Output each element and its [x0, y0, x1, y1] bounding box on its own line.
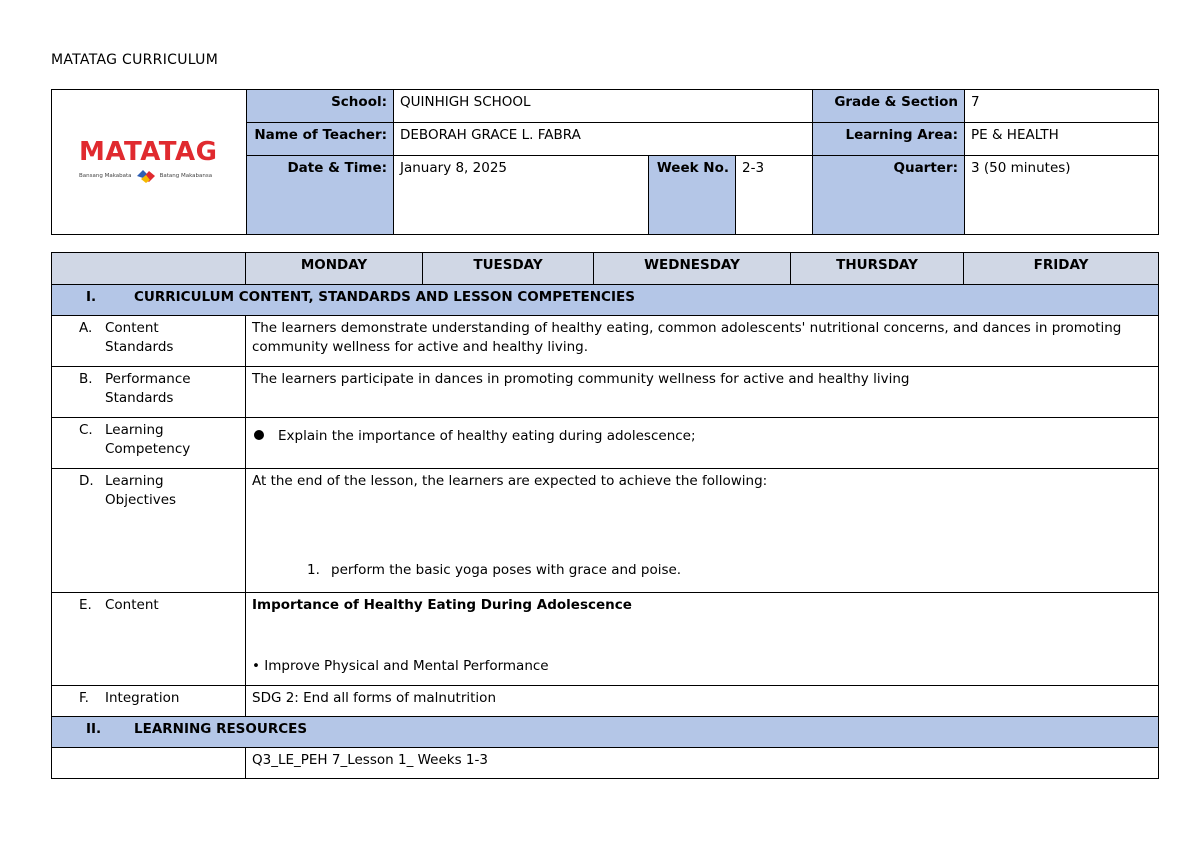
learning-competency-text: Explain the importance of healthy eating during adolescence; — [278, 428, 696, 444]
date-time-label: Date & Time: — [247, 156, 394, 235]
row-letter: B. — [79, 371, 93, 387]
content-cell — [246, 593, 1159, 686]
row-label-content — [52, 593, 246, 686]
logo-wordmark: MATATAG — [79, 136, 218, 167]
row-label-integration — [52, 686, 246, 717]
section-number: I. — [86, 289, 97, 305]
row-letter: F. — [79, 690, 89, 706]
logo-right-tagline: Batang Makabansa — [159, 172, 213, 179]
row-letter: C. — [79, 422, 93, 438]
hands-heart-icon — [135, 168, 157, 184]
week-label: Week No. — [649, 156, 736, 235]
day-tuesday: TUESDAY — [423, 253, 594, 285]
day-header-blank — [52, 253, 246, 285]
week-value: 2-3 — [736, 156, 813, 235]
row-label-learning-competency — [52, 418, 246, 469]
section-curriculum-header — [52, 285, 1159, 316]
row-label-line1: Learning — [105, 422, 164, 438]
objective-text: perform the basic yoga poses with grace and poise. — [331, 562, 682, 578]
teacher-value: DEBORAH GRACE L. FABRA — [394, 123, 813, 156]
row-label-line2: Objectives — [105, 492, 177, 508]
day-friday: FRIDAY — [964, 253, 1159, 285]
learning-area-value: PE & HEALTH — [965, 123, 1159, 156]
row-label-learning-objectives — [52, 469, 246, 593]
lesson-plan-table — [51, 252, 1159, 779]
performance-standards-text: The learners participate in dances in promoting community wellness for active and healthy living — [246, 367, 1159, 418]
day-monday: MONDAY — [246, 253, 423, 285]
row-label-line1: Performance — [105, 371, 191, 387]
row-label-line1: Integration — [105, 690, 180, 706]
learning-objectives-intro: At the end of the lesson, the learners are expected to achieve the following: — [252, 473, 768, 489]
learning-competency-cell — [246, 418, 1159, 469]
row-letter: A. — [79, 320, 93, 336]
resource-text: Q3_LE_PEH 7_Lesson 1_ Weeks 1-3 — [246, 748, 1159, 779]
row-label-line1: Learning — [105, 473, 164, 489]
row-letter: E. — [79, 597, 92, 613]
row-label-line1: Content — [105, 320, 159, 336]
learning-area-label: Learning Area: — [813, 123, 965, 156]
section-title: CURRICULUM CONTENT, STANDARDS AND LESSON COMPETENCIES — [134, 289, 635, 305]
integration-text: SDG 2: End all forms of malnutrition — [246, 686, 1159, 717]
school-value: QUINHIGH SCHOOL — [394, 90, 813, 123]
row-label-line2: Competency — [105, 441, 191, 457]
objective-item — [307, 561, 681, 580]
date-time-value: January 8, 2025 — [394, 156, 649, 235]
bullet-icon — [254, 430, 264, 440]
section-title: LEARNING RESOURCES — [134, 721, 308, 737]
content-point: • Improve Physical and Mental Performance — [252, 658, 549, 674]
day-thursday: THURSDAY — [791, 253, 964, 285]
row-label-content-standards — [52, 316, 246, 367]
day-wednesday: WEDNESDAY — [594, 253, 791, 285]
content-standards-text: The learners demonstrate understanding of healthy eating, common adolescents' nutritional concerns, and dances in promoting community wellness for active and healthy living. — [246, 316, 1159, 367]
teacher-label: Name of Teacher: — [247, 123, 394, 156]
section-number: II. — [86, 721, 102, 737]
logo-cell — [52, 90, 247, 235]
quarter-value: 3 (50 minutes) — [965, 156, 1159, 235]
content-title: Importance of Healthy Eating During Adolescence — [252, 597, 632, 613]
row-label-line1: Content — [105, 597, 159, 613]
row-label-performance-standards — [52, 367, 246, 418]
section-learning-resources-header — [52, 717, 1159, 748]
row-letter: D. — [79, 473, 94, 489]
grade-section-value: 7 — [965, 90, 1159, 123]
row-label-line2: Standards — [105, 390, 174, 406]
lesson-header-table — [51, 89, 1159, 235]
quarter-label: Quarter: — [813, 156, 965, 235]
objective-number: 1. — [307, 562, 320, 578]
document-title: MATATAG CURRICULUM — [51, 52, 219, 68]
logo-left-tagline: Bansang Makabata — [79, 172, 132, 179]
resource-label-blank — [52, 748, 246, 779]
row-label-line2: Standards — [105, 339, 174, 355]
grade-section-label: Grade & Section — [813, 90, 965, 123]
matatag-logo — [79, 136, 218, 186]
learning-objectives-cell — [246, 469, 1159, 593]
school-label: School: — [247, 90, 394, 123]
